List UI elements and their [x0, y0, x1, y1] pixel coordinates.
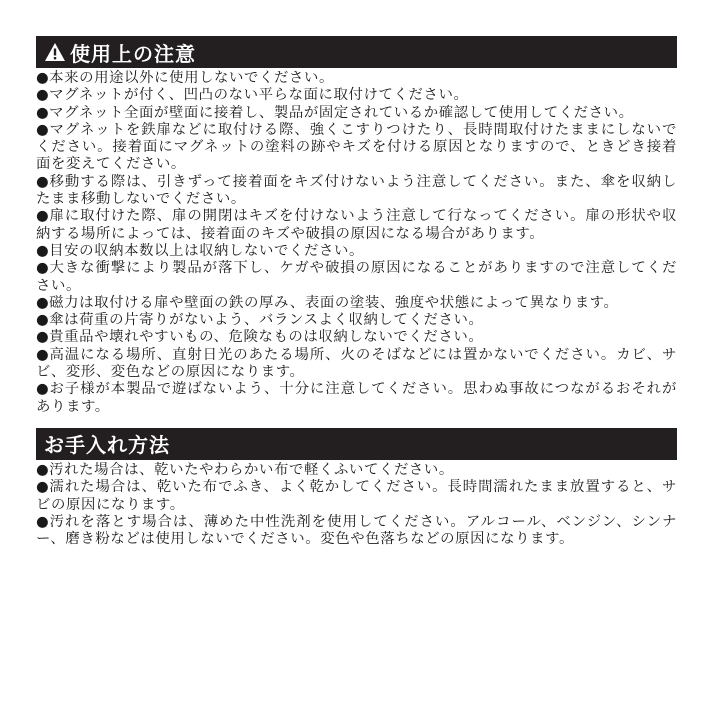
warning-icon: [44, 42, 66, 62]
caution-section: [36, 36, 677, 416]
list-item: ●マグネットを鉄扉などに取付ける際、強くこすりつけたり、長時間取付けたままにしないでください。接着面にマグネットの塗料の跡やキズを付ける原因となりますので、ときどき接着面を変えてください。: [36, 121, 677, 173]
document-page: [36, 36, 677, 548]
care-section: [36, 428, 677, 548]
list-item: ●お子様が本製品で遊ばないよう、十分に注意してください。思わぬ事故につながるおそれがあります。: [36, 381, 677, 415]
list-item: ●汚れた場合は、乾いたやわらかい布で軽くふいてください。: [36, 461, 454, 478]
caution-title: 使用上の注意: [70, 41, 196, 66]
list-item: ●目安の収納本数以上は収納しないでください。: [36, 242, 364, 259]
list-item: ●マグネット全面が壁面に接着し、製品が固定されているか確認して使用してください。: [36, 104, 634, 121]
list-item: ●汚れを落とす場合は、薄めた中性洗剤を使用してください。アルコール、ベンジン、シンナー、磨き粉などは使用しないでください。変色や色落ちなどの原因になります。: [36, 513, 677, 548]
list-item: ●高温になる場所、直射日光のあたる場所、火のそばなどには置かないでください。カビ、サビ、変形、変色などの原因になります。: [36, 346, 677, 381]
caution-header: [36, 36, 677, 68]
care-header: [36, 428, 677, 460]
list-item: ●マグネットが付く、凹凸のない平らな面に取付けてください。: [36, 87, 469, 104]
list-item: ●濡れた場合は、乾いた布でふき、よく乾かしてください。長時間濡れたまま放置すると、サビの原因になります。: [36, 479, 677, 513]
care-title: お手入れ方法: [44, 433, 170, 458]
list-item: ●傘は荷重の片寄りがないよう、バランスよく収納してください。: [36, 312, 484, 329]
list-item: ●大きな衝撃により製品が落下し、ケガや破損の原因になることがありますので注意してください。: [36, 260, 677, 294]
list-item: ●貴重品や壊れやすいもの、危険なものは収納しないでください。: [36, 329, 484, 346]
caution-list: [36, 70, 677, 416]
list-item: ●扉に取付けた際、扉の開閉はキズを付けないよう注意して行なってください。扉の形状や収納する場所によっては、接着面のキズや破損の原因になる場合があります。: [36, 208, 677, 242]
list-item: ●磁力は取付ける扉や壁面の鉄の厚み、表面の塗装、強度や状態によって異なります。: [36, 294, 619, 311]
list-item: ●移動する際は、引きずって接着面をキズ付けないよう注意してください。また、傘を収納したまま移動しないでください。: [36, 173, 677, 208]
list-item: ●本来の用途以外に使用しないでください。: [36, 70, 334, 86]
care-list: [36, 462, 677, 548]
